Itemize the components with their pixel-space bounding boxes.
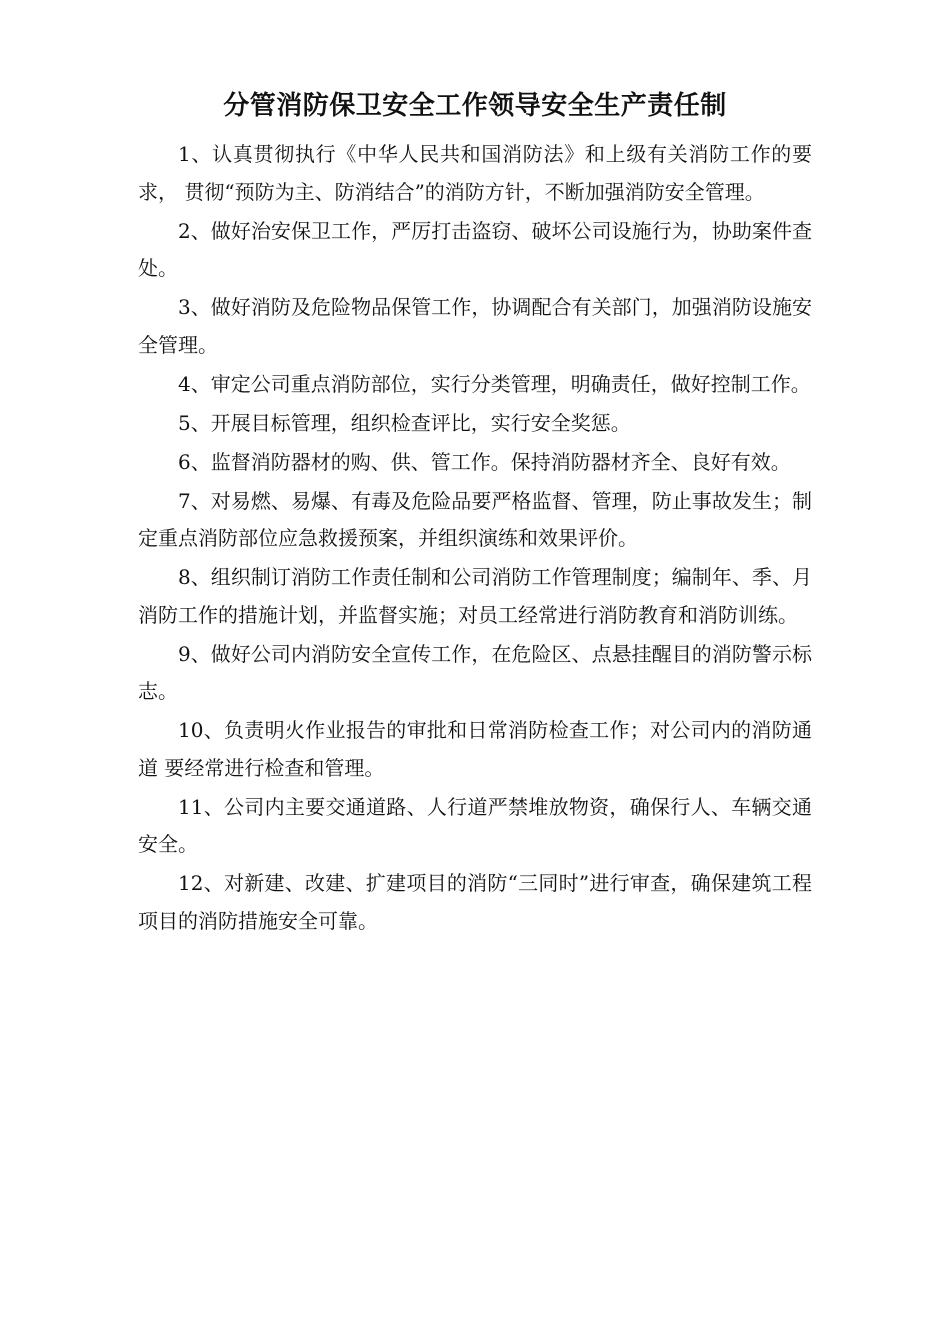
paragraph-7: 7、对易燃、易爆、有毒及危险品要严格监督、管理，防止事故发生；制 定重点消防部位应急救援预案，并组织演练和效果评价。	[138, 488, 812, 550]
paragraph-9: 9、做好公司内消防安全宣传工作，在危险区、点悬挂醒目的消防警示标志。	[138, 641, 812, 703]
paragraph-2: 2、做好治安保卫工作，严厉打击盗窃、破坏公司设施行为，协助案件查处。	[138, 218, 812, 280]
paragraph-5: 5、开展目标管理，组织检查评比，实行安全奖惩。	[178, 410, 631, 435]
paragraph-1: 1、认真贯彻执行《中华人民共和国消防法》和上级有关消防工作的要求， 贯彻“预防为主、防消结合”的消防方针，不断加强消防安全管理。	[138, 142, 812, 204]
paragraph-10: 10、负责明火作业报告的审批和日常消防检查工作；对公司内的消防通道 要经常进行检查和管理。	[138, 718, 812, 780]
paragraph-8: 8、组织制订消防工作责任制和公司消防工作管理制度；编制年、季、月 消防工作的措施计划，并监督实施；对员工经常进行消防教育和消防训练。	[138, 565, 812, 627]
paragraph-12: 12、对新建、改建、扩建项目的消防“三同时”进行审查，确保建筑工程项目的消防措施安全可靠。	[138, 871, 812, 933]
paragraph-4: 4、审定公司重点消防部位，实行分类管理，明确责任，做好控制工作。	[178, 371, 811, 396]
document-title: 分管消防保卫安全工作领导安全生产责任制	[223, 91, 727, 121]
paragraph-3: 3、做好消防及危险物品保管工作，协调配合有关部门，加强消防设施安全管理。	[138, 295, 812, 357]
paragraph-6: 6、监督消防器材的购、供、管工作。保持消防器材齐全、良好有效。	[178, 449, 791, 474]
document-body	[138, 136, 812, 942]
paragraph-11: 11、公司内主要交通道路、人行道严禁堆放物资，确保行人、车辆交通安全。	[138, 794, 812, 856]
